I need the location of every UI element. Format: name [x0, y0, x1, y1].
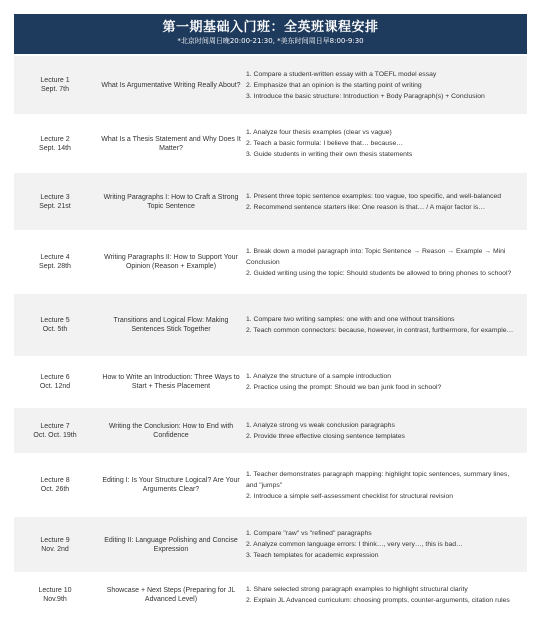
lecture-date: Nov.9th: [43, 596, 67, 603]
lecture-date-cell: [14, 193, 96, 211]
lecture-number: Lecture 7: [40, 422, 70, 430]
activity-item: 2. Guided writing using the topic: Should students be allowed to bring phones to school?: [246, 269, 512, 277]
lecture-date-cell: [14, 536, 96, 554]
lecture-row: [14, 294, 527, 358]
lecture-activities: [246, 469, 527, 502]
activity-item: 2. Introduce a simple self-assessment checklist for structural revision: [246, 492, 454, 500]
lecture-topic: Showcase + Next Steps (Preparing for JL Advanced Level): [106, 587, 236, 603]
lecture-row: [14, 574, 527, 618]
activity-item: 3. Guide students in writing their own thesis statements: [246, 151, 413, 158]
lecture-number: Lecture 1: [40, 77, 70, 84]
lecture-topic: Transitions and Logical Flow: Making Sentences Stick Together: [113, 317, 229, 333]
activity-item: 3. Introduce the basic structure: Introduction + Body Paragraph(s) + Conclusion: [246, 92, 485, 100]
lecture-activities: [246, 69, 527, 102]
lecture-date: Sept. 7th: [40, 86, 70, 93]
lecture-date-cell: [14, 316, 96, 334]
lecture-row: [14, 408, 527, 455]
lecture-date: Nov. 2nd: [41, 545, 69, 553]
lecture-topic: Writing Paragraphs I: How to Craft a Strong Topic Sentence: [103, 193, 239, 210]
lecture-date: Oct. 5th: [42, 326, 68, 333]
schedule-title: 第一期基础入门班：全英班课程安排: [162, 20, 379, 35]
schedule-table: [14, 56, 527, 618]
lecture-topic: Editing II: Language Polishing and Concise Expression: [104, 536, 238, 553]
activity-item: 2. Practice using the prompt: Should we ban junk food in school?: [246, 384, 442, 391]
lecture-date-cell: [14, 76, 96, 94]
lecture-activities: [246, 371, 527, 393]
lecture-number: Lecture 9: [40, 536, 70, 544]
activity-item: 1. Analyze strong vs weak conclusion paragraphs: [246, 421, 395, 429]
lecture-date: Sept. 28th: [39, 263, 71, 270]
lecture-topic: Editing I: Is Your Structure Logical? Are Your Arguments Clear?: [102, 477, 240, 493]
activity-item: 2. Explain JL Advanced curriculum: choosing prompts, counter-arguments, citation rules: [246, 597, 510, 604]
lecture-date: Sept. 14th: [39, 144, 71, 152]
lecture-date-cell: [14, 422, 96, 440]
activity-item: 1. Compare two writing samples: one with and one without transitions: [246, 316, 455, 323]
lecture-date: Oct. Oct. 19th: [33, 431, 77, 439]
lecture-row: [14, 455, 527, 517]
lecture-date-cell: [14, 253, 96, 271]
lecture-row: [14, 358, 527, 408]
activity-item: 2. Recommend sentence starters like: One reason is that… / A major factor is…: [246, 203, 486, 211]
activity-item: 1. Analyze the structure of a sample introduction: [246, 373, 392, 380]
lecture-date: Oct. 26th: [40, 486, 70, 493]
lecture-activities: [246, 127, 527, 160]
lecture-date-cell: [14, 476, 96, 494]
lecture-number: Lecture 2: [40, 135, 70, 143]
lecture-date: Oct. 12nd: [39, 383, 71, 390]
lecture-activities: [246, 420, 527, 442]
lecture-activities: [246, 246, 527, 279]
activity-item: 1. Teacher demonstrates paragraph mapping: highlight topic sentences, summary lines, and "jumps": [246, 470, 510, 489]
lecture-number: Lecture 10: [38, 587, 72, 594]
lecture-activities: [246, 584, 527, 606]
activity-item: 1. Break down a model paragraph into: Topic Sentence → Reason → Example → Mini Conclusion: [246, 247, 506, 266]
lecture-number: Lecture 3: [40, 193, 70, 201]
activity-item: 3. Teach templates for academic expression: [246, 552, 379, 559]
lecture-topic: Writing Paragraphs II: How to Support Your Opinion (Reason + Example): [104, 254, 238, 270]
activity-item: 2. Analyze common language errors: I think…, very very…, this is bad…: [246, 541, 463, 548]
lecture-number: Lecture 4: [40, 254, 70, 261]
activity-item: 2. Teach a basic formula: I believe that… because…: [246, 140, 404, 147]
lecture-topic: What Is Argumentative Writing Really About?: [101, 81, 241, 89]
lecture-number: Lecture 5: [40, 317, 70, 324]
lecture-activities: [246, 528, 527, 561]
activity-item: 1. Compare "raw" vs "refined" paragraphs: [246, 530, 372, 537]
lecture-row: [14, 173, 527, 232]
lecture-number: Lecture 6: [40, 374, 70, 381]
activity-item: 1. Analyze four thesis examples (clear vs vague): [246, 129, 392, 136]
activity-item: 2. Provide three effective closing sentence templates: [246, 432, 405, 440]
activity-item: 1. Share selected strong paragraph examples to highlight structural clarity: [246, 586, 468, 593]
lecture-activities: [246, 191, 527, 213]
lecture-row: [14, 116, 527, 173]
activity-item: 2. Emphasize that an opinion is the starting point of writing: [246, 81, 422, 89]
lecture-number: Lecture 8: [40, 477, 70, 484]
lecture-topic: How to Write an Introduction: Three Ways to Start + Thesis Placement: [102, 374, 240, 390]
lecture-date-cell: [14, 586, 96, 604]
lecture-date-cell: [14, 135, 96, 153]
activity-item: 1. Compare a student-written essay with a TOEFL model essay: [246, 70, 437, 78]
schedule-subtitle: *北京时间周日晚20:00-21:30, *美东时间周日早8:00-9:30: [177, 37, 364, 45]
lecture-row: [14, 517, 527, 574]
lecture-topic: What Is a Thesis Statement and Why Does It Matter?: [101, 135, 241, 152]
schedule-header: [14, 14, 527, 54]
lecture-date-cell: [14, 373, 96, 391]
lecture-topic: Writing the Conclusion: How to End with Confidence: [108, 422, 234, 439]
activity-item: 1. Present three topic sentence examples: too vague, too specific, and well-balanced: [246, 192, 502, 200]
lecture-date: Sept. 21st: [39, 202, 71, 210]
lecture-row: [14, 232, 527, 294]
lecture-activities: [246, 314, 527, 336]
lecture-row: [14, 56, 527, 116]
activity-item: 2. Teach common connectors: because, however, in contrast, furthermore, for example…: [246, 327, 514, 334]
